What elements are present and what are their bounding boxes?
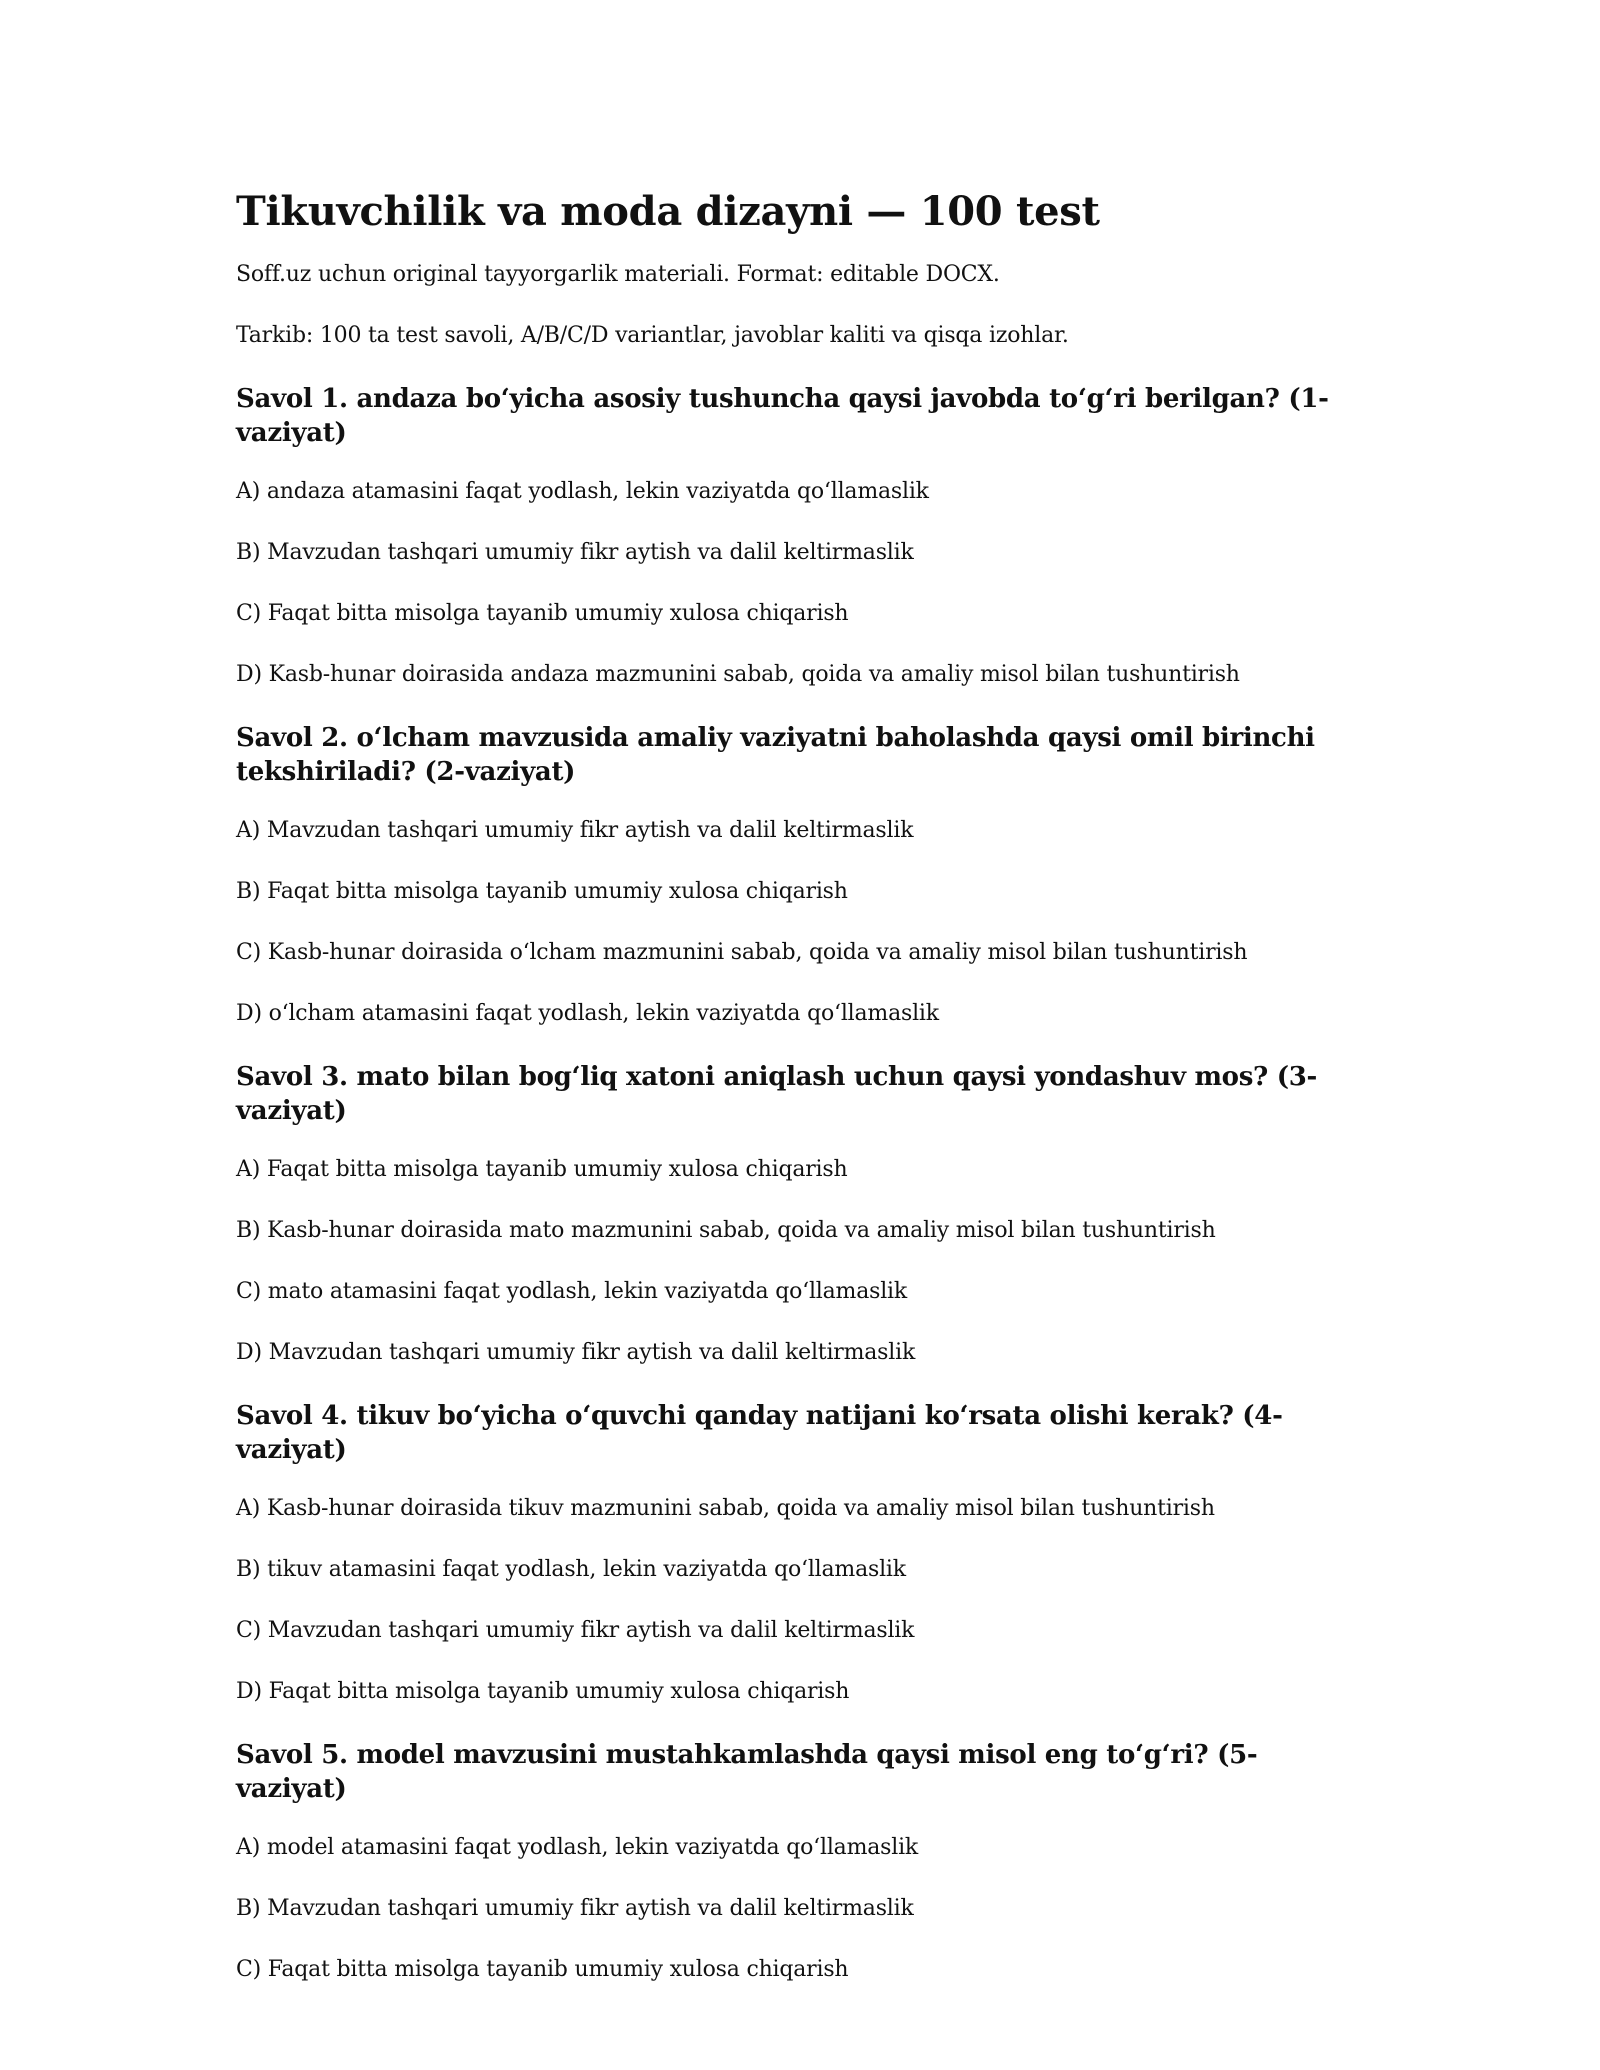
question-text: Savol 3. mato bilan bog‘liq xatoni aniqlash uchun qaysi yondashuv mos? (3-vaziyat) [236,1062,1318,1126]
answer-option: A) Mavzudan tashqari umumiy fikr aytish va dalil keltirmaslik [236,818,914,843]
document-title: Tikuvchilik va moda dizayni — 100 test [236,188,1100,235]
question-block [236,1399,1376,1707]
answer-option: C) mato atamasini faqat yodlash, lekin vaziyatda qo‘llamaslik [236,1279,908,1304]
answer-option: D) Faqat bitta misolga tayanib umumiy xulosa chiqarish [236,1679,850,1704]
intro-paragraph: Soff.uz uchun original tayyorgarlik materiali. Format: editable DOCX. [236,262,1000,287]
question-block [236,721,1376,1029]
question-block [236,1738,1376,1985]
answer-option: C) Faqat bitta misolga tayanib umumiy xulosa chiqarish [236,1957,849,1982]
answer-option: A) model atamasini faqat yodlash, lekin vaziyatda qo‘llamaslik [236,1835,919,1860]
answer-option: B) Kasb-hunar doirasida mato mazmunini sabab, qoida va amaliy misol bilan tushuntirish [236,1218,1216,1243]
answer-option: B) Faqat bitta misolga tayanib umumiy xulosa chiqarish [236,879,848,904]
answer-option: A) Faqat bitta misolga tayanib umumiy xulosa chiqarish [236,1157,848,1182]
question-block [236,1060,1376,1368]
intro-paragraph: Tarkib: 100 ta test savoli, A/B/C/D variantlar, javoblar kaliti va qisqa izohlar. [236,323,1069,348]
question-text: Savol 1. andaza bo‘yicha asosiy tushuncha qaysi javobda to‘g‘ri berilgan? (1-vaziyat) [236,384,1329,448]
answer-option: D) Kasb-hunar doirasida andaza mazmunini sabab, qoida va amaliy misol bilan tushuntirish [236,662,1240,687]
answer-option: C) Kasb-hunar doirasida o‘lcham mazmunini sabab, qoida va amaliy misol bilan tushuntirish [236,940,1248,965]
document-page [236,186,1376,2016]
question-text: Savol 2. o‘lcham mavzusida amaliy vaziyatni baholashda qaysi omil birinchi tekshiriladi? (2-vaziyat) [236,723,1315,787]
answer-option: B) Mavzudan tashqari umumiy fikr aytish va dalil keltirmaslik [236,540,914,565]
answer-option: D) o‘lcham atamasini faqat yodlash, lekin vaziyatda qo‘llamaslik [236,1001,939,1026]
answer-option: A) andaza atamasini faqat yodlash, lekin vaziyatda qo‘llamaslik [236,479,929,504]
question-block [236,382,1376,690]
answer-option: B) tikuv atamasini faqat yodlash, lekin vaziyatda qo‘llamaslik [236,1557,906,1582]
answer-option: C) Mavzudan tashqari umumiy fikr aytish va dalil keltirmaslik [236,1618,915,1643]
question-text: Savol 4. tikuv bo‘yicha o‘quvchi qanday natijani ko‘rsata olishi kerak? (4-vaziyat) [236,1401,1283,1465]
answer-option: A) Kasb-hunar doirasida tikuv mazmunini sabab, qoida va amaliy misol bilan tushuntirish [236,1496,1215,1521]
answer-option: D) Mavzudan tashqari umumiy fikr aytish va dalil keltirmaslik [236,1340,916,1365]
answer-option: B) Mavzudan tashqari umumiy fikr aytish va dalil keltirmaslik [236,1896,914,1921]
answer-option: C) Faqat bitta misolga tayanib umumiy xulosa chiqarish [236,601,849,626]
question-text: Savol 5. model mavzusini mustahkamlashda qaysi misol eng to‘g‘ri? (5-vaziyat) [236,1740,1258,1804]
